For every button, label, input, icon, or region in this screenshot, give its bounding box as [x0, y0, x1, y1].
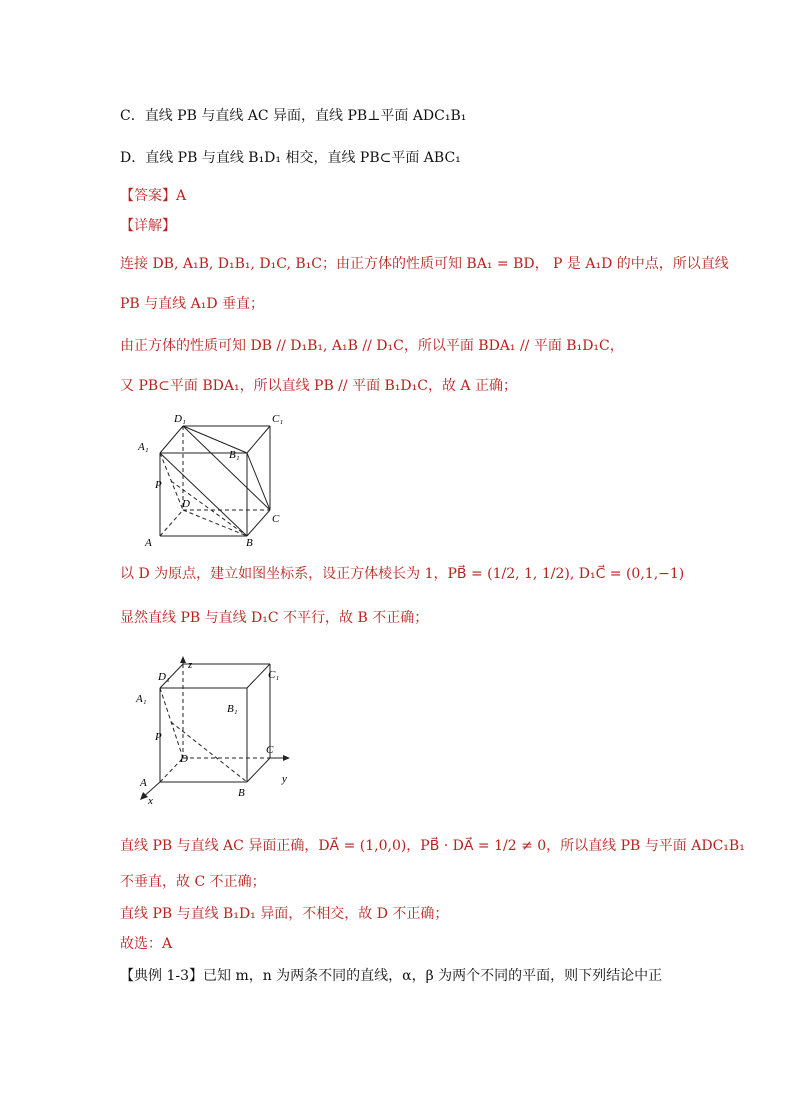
detail-heading: 【详解】: [120, 218, 176, 234]
label-z: z: [188, 659, 193, 671]
cube-figure-2: [130, 656, 300, 806]
label-a: A: [140, 777, 147, 789]
paragraph-2: PB 与直线 A₁D 垂直；: [120, 296, 265, 312]
label-c1: C₁: [272, 413, 284, 425]
label-c: C: [266, 744, 274, 756]
paragraph-8: 不垂直，故 C 不正确；: [120, 874, 266, 890]
label-d: D: [180, 753, 188, 765]
paragraph-9: 直线 PB 与直线 B₁D₁ 异面，不相交，故 D 不正确；: [120, 906, 449, 922]
label-d1: D₁: [158, 671, 170, 683]
label-a: A: [145, 537, 152, 549]
paragraph-6: 显然直线 PB 与直线 D₁C 不平行，故 B 不正确；: [120, 610, 429, 626]
label-p: P: [155, 479, 162, 491]
label-a1: A₁: [138, 441, 149, 453]
label-c: C: [272, 513, 280, 525]
option-c: C．直线 PB 与直线 AC 异面，直线 PB⊥平面 ADC₁B₁: [120, 108, 467, 124]
label-c1: C₁: [268, 669, 280, 681]
paragraph-1: 连接 DB, A₁B, D₁B₁, D₁C, B₁C；由正方体的性质可知 BA₁ = BD， P 是 A₁D 的中点，所以直线: [120, 256, 729, 272]
label-d1: D₁: [174, 413, 186, 425]
option-d: D．直线 PB 与直线 B₁D₁ 相交，直线 PB⊂平面 ABC₁: [120, 150, 461, 166]
label-b: B: [246, 537, 253, 549]
paragraph-11: 【典例 1-3】已知 m，n 为两条不同的直线，α，β 为两个不同的平面，则下列结论中正: [120, 968, 663, 984]
paragraph-7: 直线 PB 与直线 AC 异面正确，DA⃗ = (1,0,0)，PB⃗ · DA⃗ = 1/2 ≠ 0，所以直线 PB 与平面 ADC₁B₁: [120, 838, 745, 854]
label-b1: B₁: [227, 703, 238, 715]
paragraph-10: 故选：A: [120, 936, 173, 952]
answer-label: 【答案】A: [120, 188, 187, 204]
label-b: B: [238, 787, 245, 799]
cube-figure-1: [130, 408, 300, 550]
label-y: y: [282, 773, 287, 785]
paragraph-3: 由正方体的性质可知 DB // D₁B₁, A₁B // D₁C，所以平面 BDA₁ // 平面 B₁D₁C，: [120, 338, 624, 354]
paragraph-5: 以 D 为原点，建立如图坐标系，设正方体棱长为 1，PB⃗ = (1/2, 1, 1/2), D₁C⃗ = (0,1,−1): [120, 566, 685, 582]
label-a1: A₁: [136, 693, 147, 705]
label-d: D: [182, 498, 190, 510]
label-x: x: [148, 795, 153, 806]
label-b1: B₁: [229, 449, 240, 461]
label-p: P: [155, 731, 162, 743]
paragraph-4: 又 PB⊂平面 BDA₁，所以直线 PB // 平面 B₁D₁C，故 A 正确；: [120, 378, 517, 394]
